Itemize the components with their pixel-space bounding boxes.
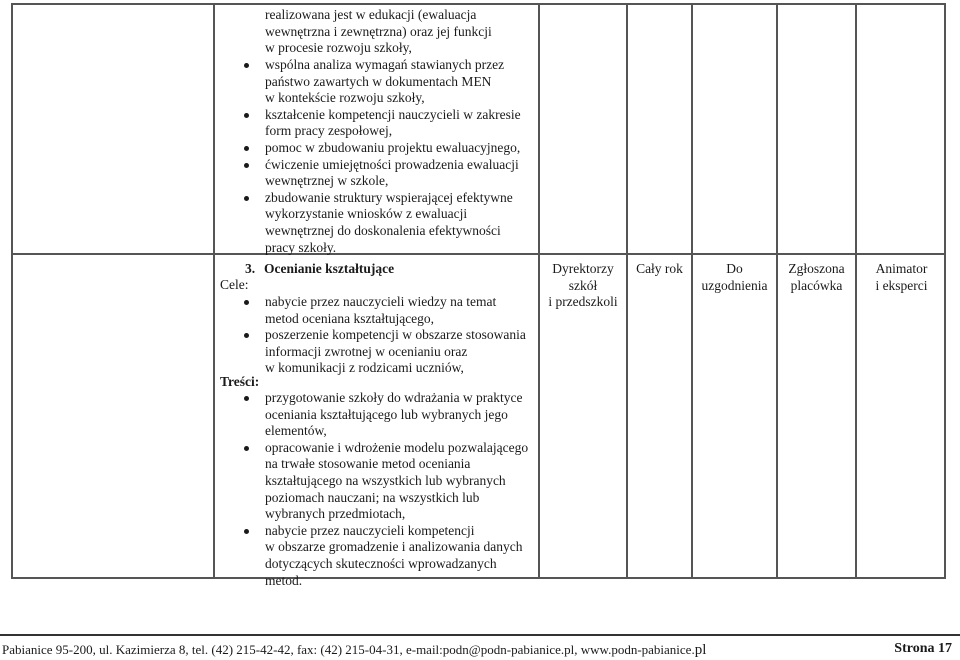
list-item: wspólna analiza wymagań stawianych przez państwo zawartych w dokumentach MEN w kontekście rozwoju szkoły,: [241, 57, 521, 107]
top-bullet-list: [241, 57, 521, 256]
place-cell: Zgłoszona placówka: [788, 261, 845, 293]
list-item: kształcenie kompetencji nauczycieli w zakresie form pracy zespołowej,: [241, 107, 521, 140]
goals-label: Cele:: [220, 277, 249, 292]
content-list: [241, 390, 528, 589]
section-number: 3.: [245, 261, 256, 276]
list-item: przygotowanie szkoły do wdrażania w praktyce oceniania kształtującego lub wybranych jego elementów,: [241, 390, 528, 440]
host-cell: Animator i eksperci: [875, 261, 928, 293]
text-line: wewnętrzna i zewnętrzna) oraz jej funkcji: [265, 23, 492, 39]
text-line: realizowana jest w edukacji (ewaluacja: [265, 7, 477, 22]
list-item: nabycie przez nauczycieli kompetencji w obszarze gromadzenie i analizowania danych dotyczących skuteczności wprowadzanych metod.: [241, 523, 528, 589]
time-cell: Cały rok: [636, 261, 683, 276]
top-lead-text: [265, 7, 492, 57]
footer-rule: [0, 634, 960, 636]
deadline-cell: Do uzgodnienia: [701, 261, 768, 293]
text-line: w procesie rozwoju szkoły,: [265, 40, 412, 56]
goals-list: [241, 294, 526, 377]
table-column-divider: [213, 3, 215, 579]
page-number: Strona 17: [894, 641, 952, 656]
content-label: Treści:: [220, 374, 260, 389]
list-item: poszerzenie kompetencji w obszarze stosowania informacji zwrotnej w ocenianiu oraz w komunikacji z rodzicami uczniów,: [241, 327, 526, 377]
list-item: pomoc w zbudowaniu projektu ewaluacyjnego,: [241, 140, 521, 157]
list-item: opracowanie i wdrożenie modelu pozwalającego na trwałe stosowanie metod oceniania kształtującego na wszystkich lub wybranych poziomach nauczani; na wszystkich lub wybranych przedmiotach,: [241, 440, 528, 523]
table-column-divider: [626, 3, 628, 579]
list-item: ćwiczenie umiejętności prowadzenia ewaluacji wewnętrznej w szkole,: [241, 157, 521, 190]
recipients-cell: Dyrektorzy szkół i przedszkoli: [548, 261, 618, 310]
footer-address: Pabianice 95-200, ul. Kazimierza 8, tel. (42) 215-42-42, fax: (42) 215-04-31, e-mail:podn@podn-pabianice.pl, www.podn-pabianice.pl: [2, 642, 707, 658]
list-item: zbudowanie struktury wspierającej efektywne wykorzystanie wniosków z ewaluacji wewnętrznej do doskonalenia efektywności pracy szkoły.: [241, 190, 521, 256]
section-title: Ocenianie kształtujące: [264, 261, 395, 276]
list-item: nabycie przez nauczycieli wiedzy na temat metod oceniana kształtującego,: [241, 294, 526, 327]
